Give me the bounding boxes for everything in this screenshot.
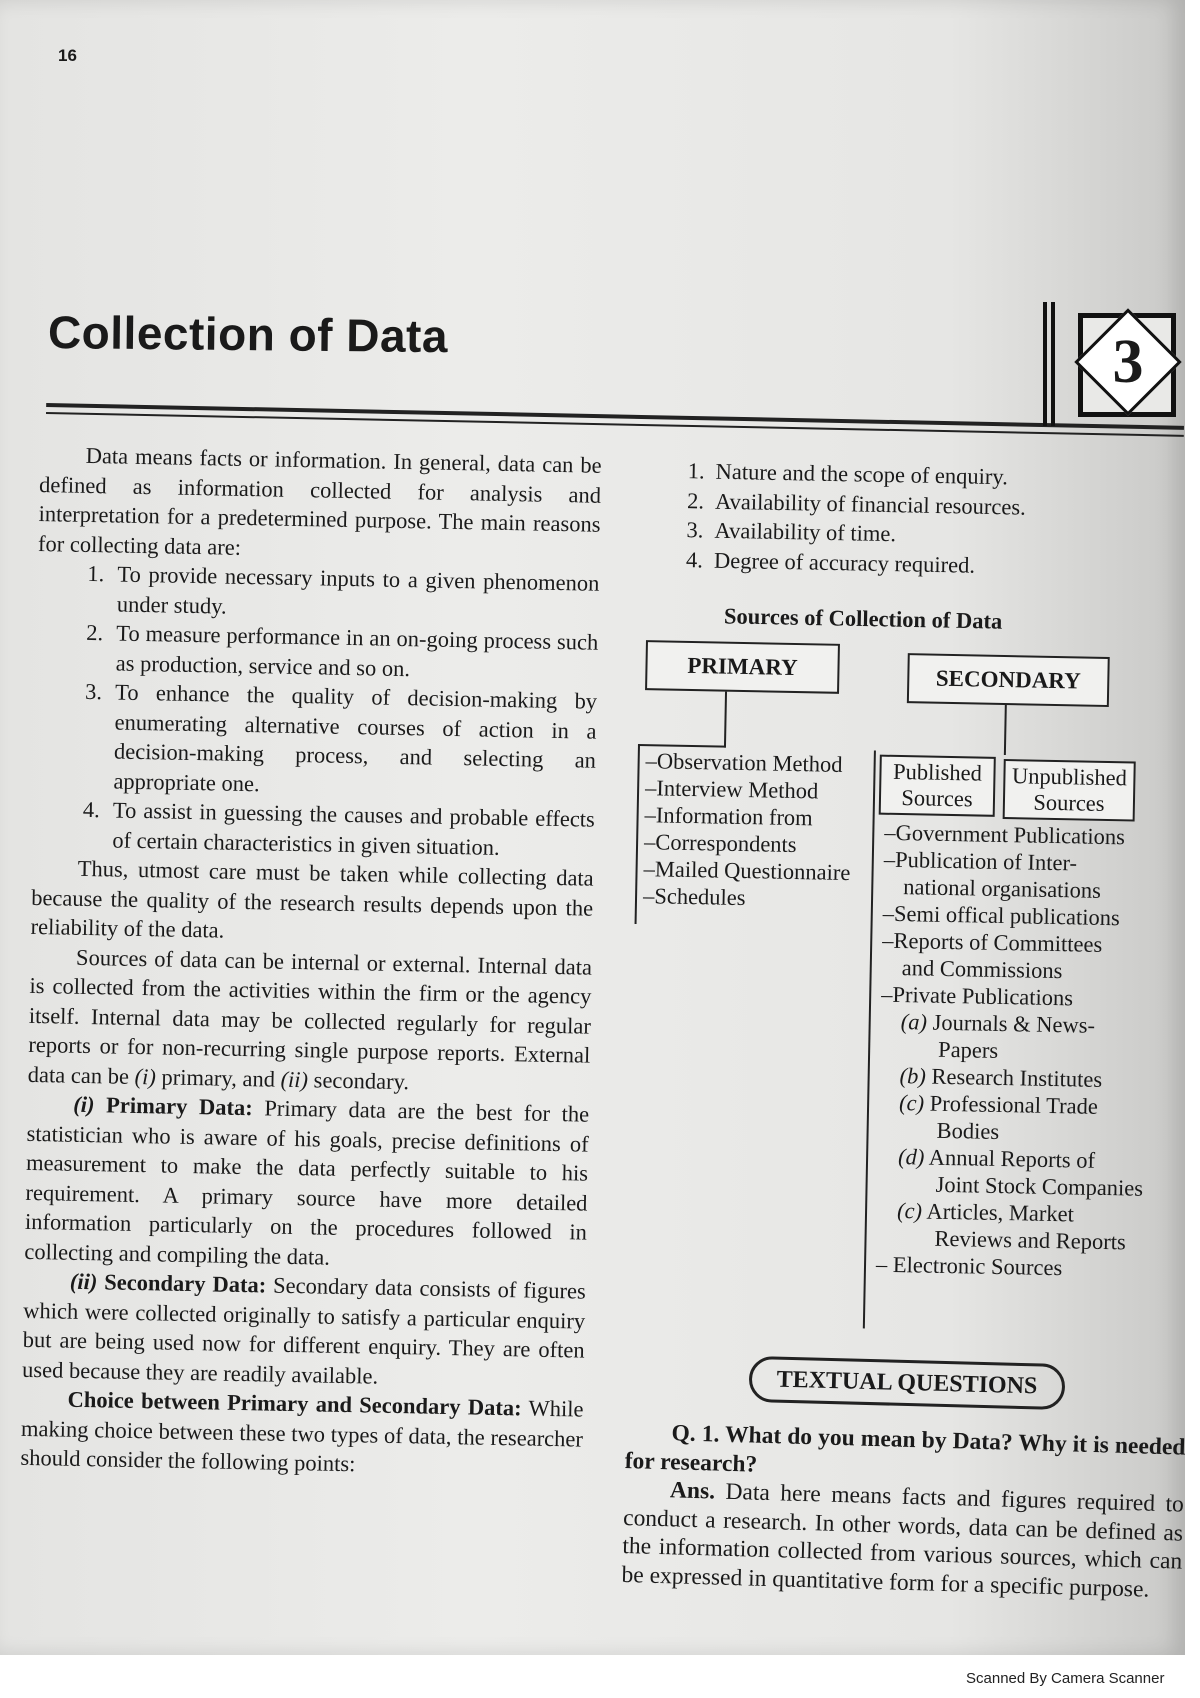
point-number: 4. xyxy=(685,546,704,572)
point-number: 1. xyxy=(687,458,705,484)
source-item-text: –Government Publications xyxy=(884,819,1126,850)
sources-diagram xyxy=(627,640,1186,1340)
source-item-text: Papers xyxy=(937,1036,999,1063)
right-column xyxy=(624,455,1186,584)
primary-method: – Schedules xyxy=(643,882,850,913)
sources-diagram-heading: Sources of Collection of Data xyxy=(723,603,1003,634)
answer-label: Ans. xyxy=(669,1477,716,1505)
source-item-text: Joint Stock Companies xyxy=(935,1171,1144,1201)
published-sources-box xyxy=(879,755,996,817)
source-item-text: –Reports of Committees xyxy=(882,927,1103,957)
reason-item xyxy=(35,617,598,687)
scanner-watermark: Scanned By Camera Scanner xyxy=(966,1670,1165,1687)
reason-number: 3. xyxy=(84,678,103,705)
secondary-marker: (ii) xyxy=(69,1268,98,1295)
source-item-text: –Publication of Inter- xyxy=(883,846,1078,876)
primary-word: primary, and xyxy=(161,1063,276,1092)
source-item-label: (a) xyxy=(900,1009,928,1035)
page-number: 16 xyxy=(58,46,77,65)
title-rule xyxy=(46,403,1184,448)
source-item-text: Professional Trade xyxy=(929,1090,1099,1119)
marker-ii: (ii) xyxy=(280,1066,309,1092)
secondary-data-paragraph xyxy=(22,1266,586,1395)
left-column xyxy=(20,440,602,1483)
reason-text: To provide necessary inputs to a given phenomenon under study. xyxy=(116,561,600,619)
reason-number: 4. xyxy=(82,796,101,823)
primary-method: – Observation Method xyxy=(645,747,852,778)
secondary-data-label: Secondary Data: xyxy=(104,1269,267,1298)
unpublished-sub: Sources xyxy=(1033,789,1105,816)
chapter-number-badge xyxy=(1072,305,1186,427)
textual-questions-heading: TEXTUAL QUESTIONS xyxy=(748,1356,1065,1410)
secondary-box: SECONDARY xyxy=(907,653,1110,707)
primary-methods-list xyxy=(643,747,853,913)
source-item-label: (c) xyxy=(896,1198,923,1224)
primary-method: – Correspondents xyxy=(644,828,851,859)
reason-text: To enhance the quality of decision-making by enumerating alternative courses of action in a decision-making process, and selecting an appropriate one. xyxy=(113,679,598,796)
intro-paragraph: Data means facts or information. In general, data can be defined as information collected for analysis and interpretation for a predetermined purpose. The main reasons for collecting data are: xyxy=(37,442,602,560)
source-item-text: and Commissions xyxy=(901,955,1063,984)
chapter-divider-bars xyxy=(1043,302,1057,426)
primary-connector xyxy=(724,692,727,748)
choice-text: While making choice between these two types of data, the researcher should consider the following points: xyxy=(20,1395,584,1477)
source-item-text: Reviews and Reports xyxy=(934,1225,1126,1255)
primary-box: PRIMARY xyxy=(645,640,840,694)
source-item-text: Annual Reports of xyxy=(928,1144,1096,1173)
answer-text: Data here means facts and figures required to conduct a research. In other words, data can be defined as the information collected from various sources, which can be expressed in quantitative form for a specific purpose. xyxy=(621,1478,1185,1603)
source-item-text: – Electronic Sources xyxy=(875,1251,1063,1281)
secondary-source-item xyxy=(878,1143,1178,1176)
point-text: Availability of time. xyxy=(714,517,897,547)
choice-label: Choice between Primary and Secondary Data: xyxy=(67,1386,522,1421)
source-item-text: Bodies xyxy=(936,1117,1000,1144)
primary-method: – Information from xyxy=(644,801,851,832)
secondary-sources-list xyxy=(876,819,1185,1284)
source-item-label: (c) xyxy=(898,1090,925,1116)
point-text: Availability of financial resources. xyxy=(714,488,1027,520)
question-answer xyxy=(621,1418,1186,1605)
primary-branch-line xyxy=(635,744,640,924)
source-item-label: (b) xyxy=(899,1063,927,1089)
sources-text: Sources of data can be internal or external. Internal data is collected from the activities within the firm or the agency itself. Internal data may be collected regularly for regular reports or for non-recurring single purpose reports. External data can be xyxy=(27,944,593,1089)
source-item-text: national organisations xyxy=(903,874,1102,903)
reason-item xyxy=(37,558,600,628)
source-item-text: Articles, Market xyxy=(926,1198,1075,1227)
reason-item xyxy=(33,676,597,805)
primary-method: – Mailed Questionnaire xyxy=(643,855,850,886)
secondary-source-item xyxy=(876,1251,1176,1284)
reason-item xyxy=(32,794,595,864)
question-1: Q. 1. What do you mean by Data? Why it is needed for research? xyxy=(624,1420,1186,1478)
secondary-word: secondary. xyxy=(313,1066,410,1094)
point-number: 2. xyxy=(686,487,705,514)
published-sub: Sources xyxy=(901,785,973,812)
choice-points-list xyxy=(686,456,1186,584)
point-number: 3. xyxy=(686,517,704,543)
marker-i: (i) xyxy=(134,1063,157,1089)
source-item-text: Research Institutes xyxy=(931,1063,1103,1092)
reasons-list xyxy=(32,558,600,864)
secondary-source-item xyxy=(879,1089,1179,1122)
choice-paragraph xyxy=(20,1384,584,1483)
primary-marker: (i) xyxy=(73,1091,95,1118)
chapter-title: Collection of Data xyxy=(47,306,449,363)
source-item-text: –Private Publications xyxy=(881,981,1074,1011)
secondary-connector xyxy=(1004,705,1007,755)
reason-text: To measure performance in an on-going process such as production, service and so on. xyxy=(115,620,599,681)
reason-number: 2. xyxy=(86,619,104,646)
primary-data-paragraph xyxy=(24,1089,589,1277)
sources-paragraph xyxy=(28,941,593,1099)
source-item-text: Journals & News- xyxy=(932,1009,1096,1038)
source-item-label: (d) xyxy=(897,1144,925,1170)
answer-1 xyxy=(621,1475,1184,1605)
primary-data-label: Primary Data: xyxy=(105,1092,253,1121)
primary-data-text: Primary data are the best for the statistician who is aware of his goals, precise definitions of measurement to make the data perfectly suitable to his requirement. A primary source have more detailed information particularly on the procedures followed in collecting and compiling the data. xyxy=(24,1095,590,1270)
source-item-text: –Semi offical publications xyxy=(882,900,1121,931)
chapter-number: 3 xyxy=(1112,328,1144,396)
point-text: Degree of accuracy required. xyxy=(713,547,976,578)
unpublished-label: Unpublished xyxy=(1011,763,1128,791)
thus-paragraph: Thus, utmost care must be taken while collecting data because the quality of the research results depends upon the reliability of the data. xyxy=(30,855,594,943)
unpublished-sources-box xyxy=(1003,759,1136,822)
reason-number: 1. xyxy=(87,560,105,587)
secondary-branch-line xyxy=(863,751,876,1329)
point-text: Nature and the scope of enquiry. xyxy=(715,458,1009,490)
secondary-source-item xyxy=(880,1008,1180,1041)
published-label: Published xyxy=(892,758,983,786)
reason-text: To assist in guessing the causes and probable effects of certain characteristics in given situation. xyxy=(112,797,596,860)
primary-method: – Interview Method xyxy=(645,774,852,805)
secondary-data-text: Secondary data consists of figures which were collected originally to satisfy a particular enquiry but are being used now for different enquiry. They are often used because they are readily available. xyxy=(21,1272,587,1389)
